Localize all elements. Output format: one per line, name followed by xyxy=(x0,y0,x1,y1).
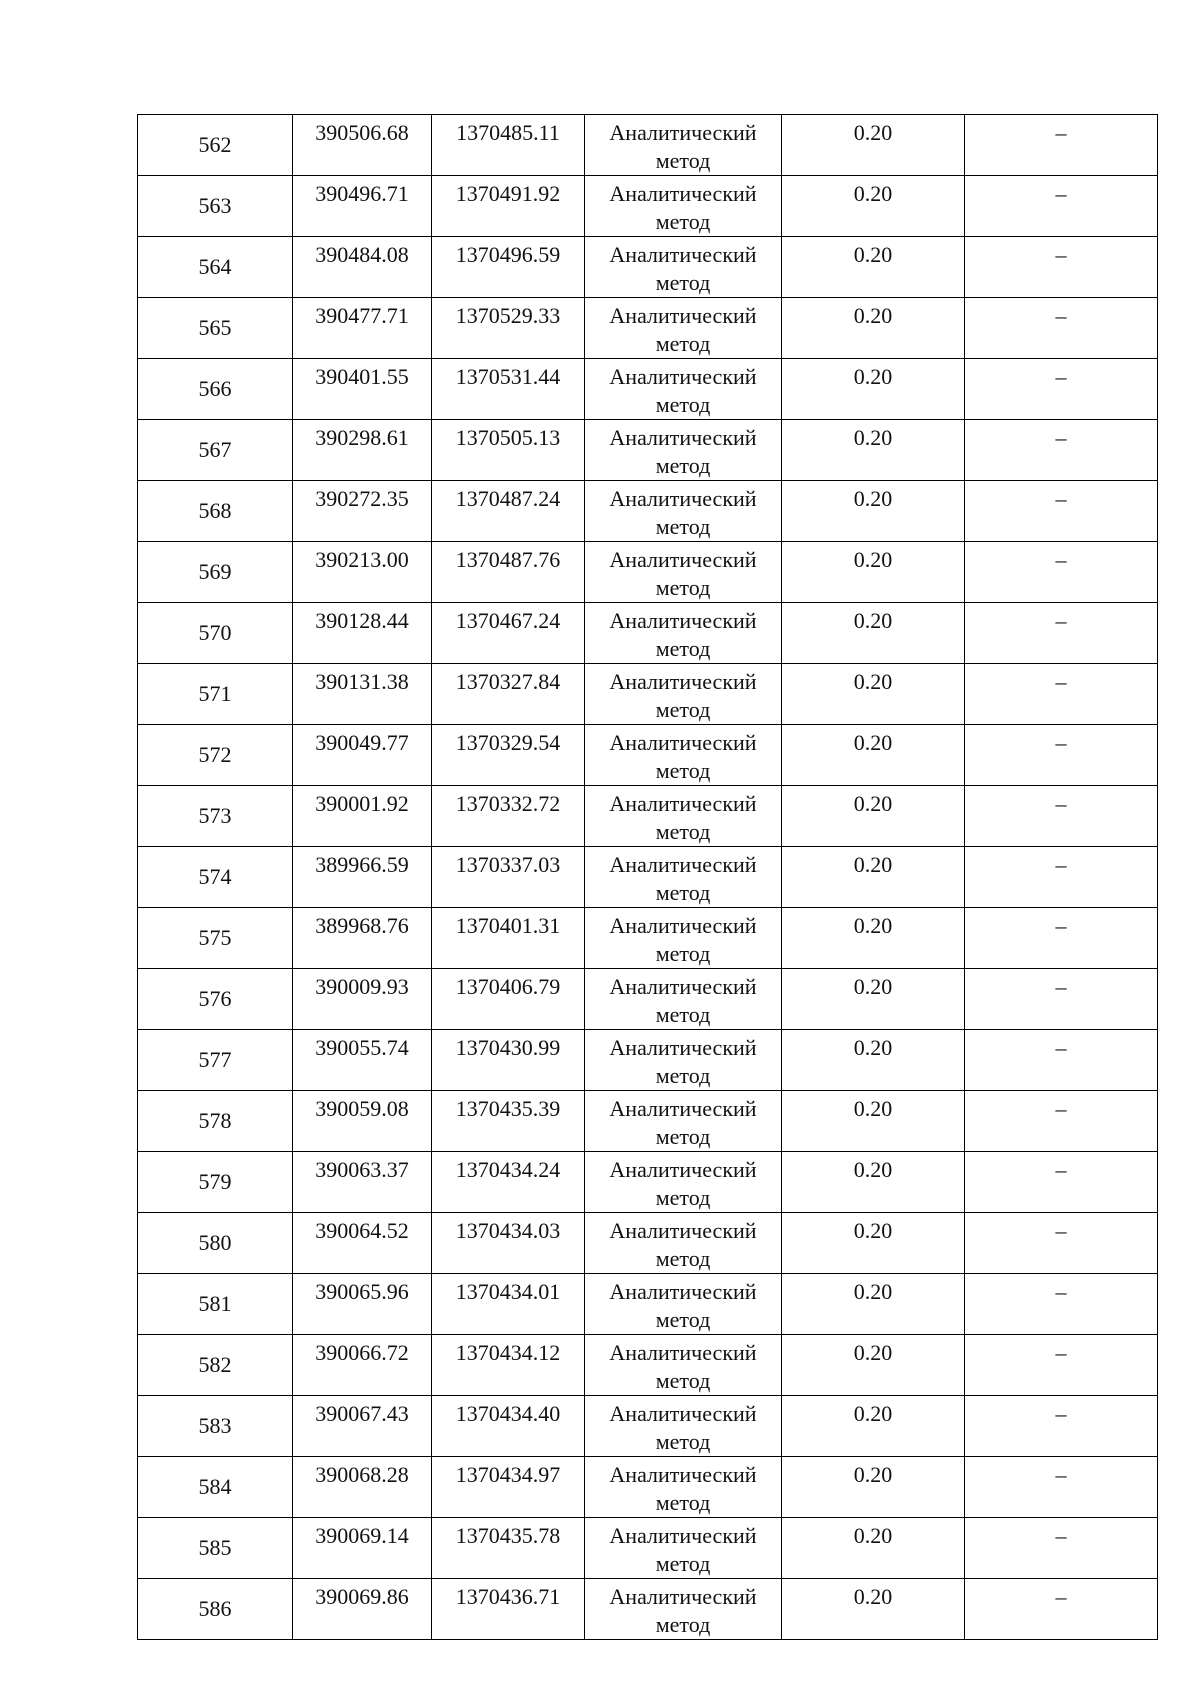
table-row xyxy=(138,725,1158,786)
note-cell: – xyxy=(965,420,1158,481)
accuracy-cell: 0.20 xyxy=(782,481,965,542)
note-cell: – xyxy=(965,908,1158,969)
table-row xyxy=(138,1457,1158,1518)
y-coordinate-cell: 1370332.72 xyxy=(432,786,585,847)
y-coordinate-cell: 1370529.33 xyxy=(432,298,585,359)
y-coordinate-cell: 1370435.39 xyxy=(432,1091,585,1152)
accuracy-cell: 0.20 xyxy=(782,1274,965,1335)
method-cell: Аналитический метод xyxy=(585,115,782,176)
y-coordinate-cell: 1370434.40 xyxy=(432,1396,585,1457)
x-coordinate-cell: 389968.76 xyxy=(293,908,432,969)
accuracy-cell: 0.20 xyxy=(782,359,965,420)
method-cell: Аналитический метод xyxy=(585,176,782,237)
note-cell: – xyxy=(965,1030,1158,1091)
method-cell: Аналитический метод xyxy=(585,969,782,1030)
x-coordinate-cell: 390066.72 xyxy=(293,1335,432,1396)
y-coordinate-cell: 1370485.11 xyxy=(432,115,585,176)
accuracy-cell: 0.20 xyxy=(782,1213,965,1274)
table-row xyxy=(138,115,1158,176)
table-row xyxy=(138,847,1158,908)
accuracy-cell: 0.20 xyxy=(782,542,965,603)
y-coordinate-cell: 1370435.78 xyxy=(432,1518,585,1579)
note-cell: – xyxy=(965,359,1158,420)
point-number-cell: 573 xyxy=(138,786,293,847)
point-number-cell: 572 xyxy=(138,725,293,786)
accuracy-cell: 0.20 xyxy=(782,298,965,359)
point-number-cell: 585 xyxy=(138,1518,293,1579)
x-coordinate-cell: 390477.71 xyxy=(293,298,432,359)
accuracy-cell: 0.20 xyxy=(782,1518,965,1579)
note-cell: – xyxy=(965,1091,1158,1152)
point-number-cell: 575 xyxy=(138,908,293,969)
method-cell: Аналитический метод xyxy=(585,542,782,603)
method-cell: Аналитический метод xyxy=(585,847,782,908)
table-row xyxy=(138,1030,1158,1091)
method-cell: Аналитический метод xyxy=(585,725,782,786)
coordinates-table xyxy=(137,114,1158,1640)
accuracy-cell: 0.20 xyxy=(782,1091,965,1152)
table-row xyxy=(138,298,1158,359)
y-coordinate-cell: 1370434.24 xyxy=(432,1152,585,1213)
note-cell: – xyxy=(965,542,1158,603)
point-number-cell: 567 xyxy=(138,420,293,481)
note-cell: – xyxy=(965,298,1158,359)
y-coordinate-cell: 1370434.03 xyxy=(432,1213,585,1274)
x-coordinate-cell: 389966.59 xyxy=(293,847,432,908)
accuracy-cell: 0.20 xyxy=(782,237,965,298)
point-number-cell: 568 xyxy=(138,481,293,542)
note-cell: – xyxy=(965,969,1158,1030)
accuracy-cell: 0.20 xyxy=(782,603,965,664)
x-coordinate-cell: 390065.96 xyxy=(293,1274,432,1335)
note-cell: – xyxy=(965,1152,1158,1213)
note-cell: – xyxy=(965,664,1158,725)
table-row xyxy=(138,359,1158,420)
note-cell: – xyxy=(965,115,1158,176)
method-cell: Аналитический метод xyxy=(585,1213,782,1274)
y-coordinate-cell: 1370487.76 xyxy=(432,542,585,603)
y-coordinate-cell: 1370436.71 xyxy=(432,1579,585,1640)
accuracy-cell: 0.20 xyxy=(782,1335,965,1396)
note-cell: – xyxy=(965,1457,1158,1518)
point-number-cell: 569 xyxy=(138,542,293,603)
note-cell: – xyxy=(965,1396,1158,1457)
x-coordinate-cell: 390298.61 xyxy=(293,420,432,481)
method-cell: Аналитический метод xyxy=(585,1030,782,1091)
y-coordinate-cell: 1370496.59 xyxy=(432,237,585,298)
method-cell: Аналитический метод xyxy=(585,908,782,969)
table-row xyxy=(138,1091,1158,1152)
table-row xyxy=(138,1335,1158,1396)
point-number-cell: 566 xyxy=(138,359,293,420)
accuracy-cell: 0.20 xyxy=(782,420,965,481)
table-row xyxy=(138,1274,1158,1335)
y-coordinate-cell: 1370327.84 xyxy=(432,664,585,725)
y-coordinate-cell: 1370487.24 xyxy=(432,481,585,542)
y-coordinate-cell: 1370467.24 xyxy=(432,603,585,664)
note-cell: – xyxy=(965,237,1158,298)
accuracy-cell: 0.20 xyxy=(782,847,965,908)
y-coordinate-cell: 1370434.01 xyxy=(432,1274,585,1335)
method-cell: Аналитический метод xyxy=(585,1457,782,1518)
method-cell: Аналитический метод xyxy=(585,664,782,725)
accuracy-cell: 0.20 xyxy=(782,115,965,176)
accuracy-cell: 0.20 xyxy=(782,786,965,847)
note-cell: – xyxy=(965,1213,1158,1274)
point-number-cell: 563 xyxy=(138,176,293,237)
table-row xyxy=(138,1213,1158,1274)
x-coordinate-cell: 390401.55 xyxy=(293,359,432,420)
table-row xyxy=(138,1152,1158,1213)
x-coordinate-cell: 390059.08 xyxy=(293,1091,432,1152)
method-cell: Аналитический метод xyxy=(585,1152,782,1213)
table-row xyxy=(138,603,1158,664)
point-number-cell: 580 xyxy=(138,1213,293,1274)
point-number-cell: 583 xyxy=(138,1396,293,1457)
y-coordinate-cell: 1370406.79 xyxy=(432,969,585,1030)
table-row xyxy=(138,237,1158,298)
x-coordinate-cell: 390484.08 xyxy=(293,237,432,298)
method-cell: Аналитический метод xyxy=(585,1335,782,1396)
table-row xyxy=(138,1518,1158,1579)
y-coordinate-cell: 1370329.54 xyxy=(432,725,585,786)
point-number-cell: 564 xyxy=(138,237,293,298)
x-coordinate-cell: 390055.74 xyxy=(293,1030,432,1091)
table-row xyxy=(138,1396,1158,1457)
x-coordinate-cell: 390272.35 xyxy=(293,481,432,542)
accuracy-cell: 0.20 xyxy=(782,908,965,969)
accuracy-cell: 0.20 xyxy=(782,664,965,725)
method-cell: Аналитический метод xyxy=(585,1518,782,1579)
note-cell: – xyxy=(965,176,1158,237)
accuracy-cell: 0.20 xyxy=(782,1457,965,1518)
accuracy-cell: 0.20 xyxy=(782,1152,965,1213)
table-row xyxy=(138,481,1158,542)
table-row xyxy=(138,542,1158,603)
note-cell: – xyxy=(965,725,1158,786)
y-coordinate-cell: 1370337.03 xyxy=(432,847,585,908)
x-coordinate-cell: 390069.86 xyxy=(293,1579,432,1640)
method-cell: Аналитический метод xyxy=(585,298,782,359)
coordinates-table-body xyxy=(138,115,1158,1640)
point-number-cell: 571 xyxy=(138,664,293,725)
accuracy-cell: 0.20 xyxy=(782,1030,965,1091)
point-number-cell: 581 xyxy=(138,1274,293,1335)
point-number-cell: 565 xyxy=(138,298,293,359)
method-cell: Аналитический метод xyxy=(585,786,782,847)
table-row xyxy=(138,786,1158,847)
method-cell: Аналитический метод xyxy=(585,1396,782,1457)
table-row xyxy=(138,1579,1158,1640)
point-number-cell: 584 xyxy=(138,1457,293,1518)
point-number-cell: 570 xyxy=(138,603,293,664)
x-coordinate-cell: 390001.92 xyxy=(293,786,432,847)
method-cell: Аналитический метод xyxy=(585,420,782,481)
method-cell: Аналитический метод xyxy=(585,481,782,542)
point-number-cell: 577 xyxy=(138,1030,293,1091)
x-coordinate-cell: 390063.37 xyxy=(293,1152,432,1213)
note-cell: – xyxy=(965,1335,1158,1396)
method-cell: Аналитический метод xyxy=(585,1579,782,1640)
point-number-cell: 562 xyxy=(138,115,293,176)
accuracy-cell: 0.20 xyxy=(782,176,965,237)
point-number-cell: 579 xyxy=(138,1152,293,1213)
accuracy-cell: 0.20 xyxy=(782,1579,965,1640)
accuracy-cell: 0.20 xyxy=(782,1396,965,1457)
method-cell: Аналитический метод xyxy=(585,237,782,298)
x-coordinate-cell: 390068.28 xyxy=(293,1457,432,1518)
y-coordinate-cell: 1370430.99 xyxy=(432,1030,585,1091)
table-row xyxy=(138,420,1158,481)
y-coordinate-cell: 1370491.92 xyxy=(432,176,585,237)
point-number-cell: 582 xyxy=(138,1335,293,1396)
x-coordinate-cell: 390049.77 xyxy=(293,725,432,786)
x-coordinate-cell: 390213.00 xyxy=(293,542,432,603)
table-row xyxy=(138,908,1158,969)
accuracy-cell: 0.20 xyxy=(782,969,965,1030)
x-coordinate-cell: 390131.38 xyxy=(293,664,432,725)
point-number-cell: 574 xyxy=(138,847,293,908)
y-coordinate-cell: 1370505.13 xyxy=(432,420,585,481)
table-row xyxy=(138,664,1158,725)
method-cell: Аналитический метод xyxy=(585,1091,782,1152)
table-row xyxy=(138,969,1158,1030)
x-coordinate-cell: 390069.14 xyxy=(293,1518,432,1579)
x-coordinate-cell: 390064.52 xyxy=(293,1213,432,1274)
point-number-cell: 576 xyxy=(138,969,293,1030)
note-cell: – xyxy=(965,786,1158,847)
y-coordinate-cell: 1370531.44 xyxy=(432,359,585,420)
x-coordinate-cell: 390128.44 xyxy=(293,603,432,664)
note-cell: – xyxy=(965,847,1158,908)
method-cell: Аналитический метод xyxy=(585,1274,782,1335)
x-coordinate-cell: 390506.68 xyxy=(293,115,432,176)
note-cell: – xyxy=(965,1518,1158,1579)
y-coordinate-cell: 1370434.12 xyxy=(432,1335,585,1396)
x-coordinate-cell: 390009.93 xyxy=(293,969,432,1030)
note-cell: – xyxy=(965,1274,1158,1335)
y-coordinate-cell: 1370401.31 xyxy=(432,908,585,969)
point-number-cell: 586 xyxy=(138,1579,293,1640)
x-coordinate-cell: 390067.43 xyxy=(293,1396,432,1457)
point-number-cell: 578 xyxy=(138,1091,293,1152)
note-cell: – xyxy=(965,603,1158,664)
note-cell: – xyxy=(965,481,1158,542)
method-cell: Аналитический метод xyxy=(585,603,782,664)
note-cell: – xyxy=(965,1579,1158,1640)
y-coordinate-cell: 1370434.97 xyxy=(432,1457,585,1518)
x-coordinate-cell: 390496.71 xyxy=(293,176,432,237)
accuracy-cell: 0.20 xyxy=(782,725,965,786)
table-row xyxy=(138,176,1158,237)
method-cell: Аналитический метод xyxy=(585,359,782,420)
